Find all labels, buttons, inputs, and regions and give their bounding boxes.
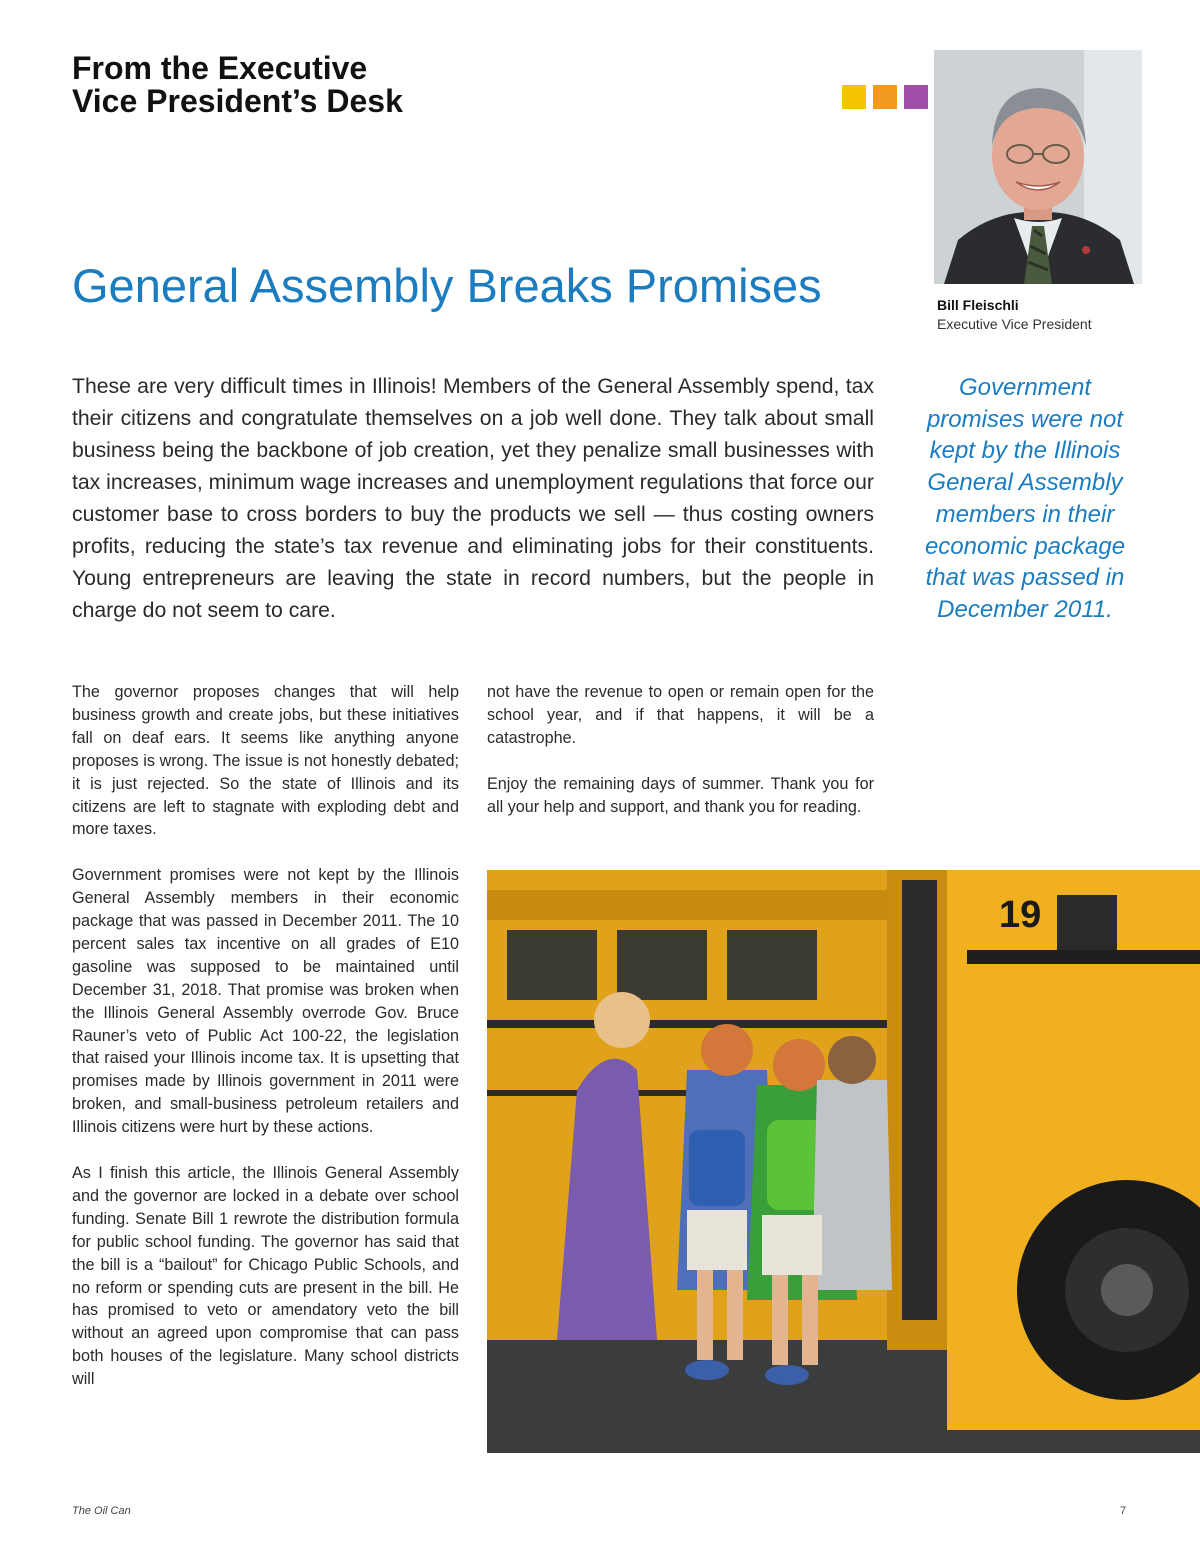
portrait-caption-name: Bill Fleischli	[937, 297, 1019, 313]
intro-paragraph: These are very difficult times in Illinois! Members of the General Assembly spend, tax their citizens and congratulate themselves on a job well done. They talk about small business being the backbone of job creation, yet they penalize small businesses with tax increases, minimum wage increases and unemployment regulations that force our customer base to cross borders to buy the products we sell — thus costing owners profits, reducing the state’s tax revenue and eliminating jobs for their constituents. Young entrepreneurs are leaving the state in record numbers, but the people in charge do not seem to care.	[72, 375, 874, 622]
article-headline: General Assembly Breaks Promises	[72, 259, 822, 312]
section-title-line-2: Vice President’s Desk	[72, 83, 403, 119]
pull-quote: Government promises were not kept by the Illinois General Assembly members in their economic package that was passed in December 2011.	[924, 374, 1126, 623]
body-paragraph: Enjoy the remaining days of summer. Thank you for all your help and support, and thank you for reading.	[487, 774, 874, 816]
body-paragraph: As I finish this article, the Illinois General Assembly and the governor are locked in a debate over school funding. Senate Bill 1 rewrote the distribution formula for public school funding. The governor has said that the bill is a “bailout” for Chicago Public Schools, and no reform or spending cuts are present in the bill. He has promised to veto or amendatory veto the bill without an agreed upon compromise that can pass both houses of the legislature. Many school districts will	[72, 1164, 459, 1389]
school-bus-photo	[487, 870, 1200, 1453]
portrait-photo	[934, 50, 1142, 284]
body-column-left	[72, 681, 459, 1414]
body-column-right	[487, 681, 874, 841]
body-paragraph: not have the revenue to open or remain open for the school year, and if that happens, it will be a catastrophe.	[487, 683, 874, 747]
bus-number: 19	[999, 894, 1042, 936]
accent-square-orange	[873, 85, 897, 109]
footer-page-number: 7	[1120, 1505, 1127, 1517]
section-title	[72, 52, 672, 118]
accent-square-yellow	[842, 85, 866, 109]
portrait-caption-title: Executive Vice President	[937, 316, 1092, 332]
accent-square-purple	[904, 85, 928, 109]
body-paragraph: Government promises were not kept by the Illinois General Assembly members in their economic package that was passed in December 2011. The 10 percent sales tax incentive on all grades of E10 gasoline was supposed to be maintained until December 31, 2018. That promise was broken when the Illinois General Assembly overrode Gov. Bruce Rauner’s veto of Public Act 100-22, the legislation that raised your Illinois income tax. It is upsetting that promises made by Illinois government in 2011 were broken, and small-business petroleum retailers and Illinois citizens were hurt by these actions.	[72, 866, 459, 1137]
portrait-illustration	[934, 50, 1142, 284]
footer-publication: The Oil Can	[72, 1505, 131, 1517]
school-bus-illustration	[487, 870, 1200, 1453]
body-paragraph: The governor proposes changes that will help business growth and create jobs, but these initiatives fall on deaf ears. It seems like anything anyone proposes is wrong. The issue is not honestly debated; it is just rejected. So the state of Illinois and its citizens are left to stagnate with exploding debt and more taxes.	[72, 683, 459, 839]
section-title-line-1: From the Executive	[72, 50, 368, 86]
